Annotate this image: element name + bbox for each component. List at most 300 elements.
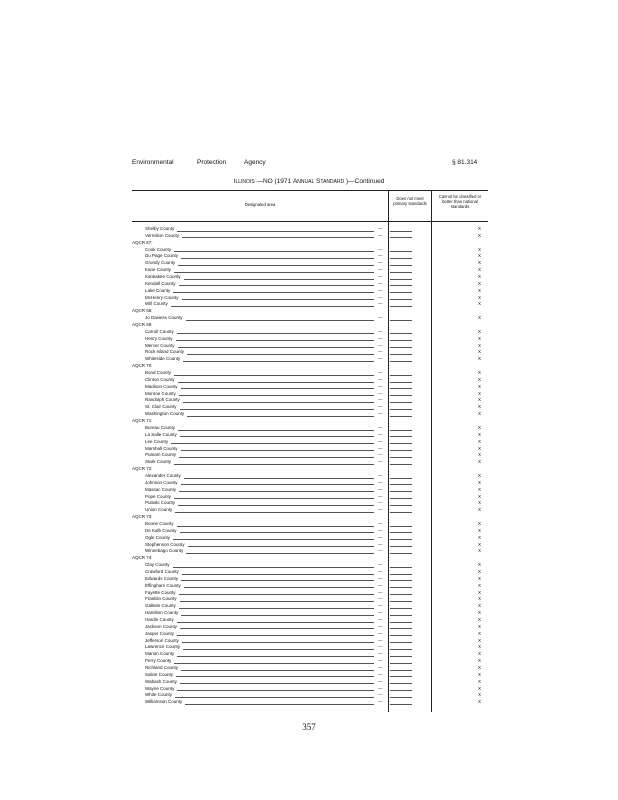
county-name: Henry County — [145, 335, 173, 341]
county-name: Randolph County — [145, 397, 180, 403]
does-not-meet-blank — [390, 436, 412, 437]
does-not-meet-blank — [390, 478, 412, 479]
cannot-classify-mark: X — [478, 534, 482, 540]
leader-dash: — — [378, 315, 383, 321]
county-name: Kendall County — [145, 280, 176, 286]
leader-dash: — — [378, 637, 383, 643]
leader-dash: — — [378, 342, 383, 348]
dot-leader — [184, 279, 374, 280]
does-not-meet-blank — [390, 635, 412, 636]
cannot-classify-mark: X — [478, 404, 482, 410]
dot-leader — [181, 615, 374, 616]
table-row — [132, 288, 488, 295]
county-name: Jo Daviess County — [145, 315, 183, 321]
cannot-classify-mark: X — [478, 493, 482, 499]
table-row — [132, 253, 488, 260]
dot-leader — [173, 292, 374, 293]
cannot-classify-mark: X — [478, 575, 482, 581]
dot-leader — [182, 299, 374, 300]
cannot-classify-mark: X — [478, 678, 482, 684]
column-header-does-not-meet: Does not meet primary standards — [393, 196, 427, 206]
table-row — [132, 446, 488, 453]
dot-leader — [179, 594, 374, 595]
dot-leader — [178, 505, 374, 506]
table-row — [132, 233, 488, 240]
does-not-meet-blank — [390, 409, 412, 410]
title-state: Illinois — [233, 178, 255, 185]
table-row — [132, 411, 488, 418]
does-not-meet-blank — [390, 601, 412, 602]
leader-dash: — — [378, 370, 383, 376]
does-not-meet-blank — [390, 299, 412, 300]
does-not-meet-blank — [390, 443, 412, 444]
leader-dash: — — [378, 589, 383, 595]
dot-leader — [184, 587, 374, 588]
cannot-classify-mark: X — [478, 431, 482, 437]
does-not-meet-blank — [390, 416, 412, 417]
table-row — [132, 274, 488, 281]
leader-dash: — — [378, 445, 383, 451]
county-name: Winnebago County — [145, 548, 184, 554]
table-row — [132, 329, 488, 336]
table-row — [132, 672, 488, 679]
leader-dash: — — [378, 301, 383, 307]
region-heading-row — [132, 308, 488, 315]
county-name: Clinton County — [145, 376, 175, 382]
dot-leader — [183, 649, 374, 650]
county-name: Boone County — [145, 520, 174, 526]
cannot-classify-mark: X — [478, 637, 482, 643]
leader-dash: — — [378, 431, 383, 437]
leader-dash: — — [378, 390, 383, 396]
dot-leader — [177, 333, 374, 334]
leader-dash: — — [378, 424, 383, 430]
dot-leader — [177, 656, 374, 657]
county-name: Bureau County — [145, 424, 176, 430]
dot-leader — [179, 285, 374, 286]
leader-dash: — — [378, 397, 383, 403]
leader-dash: — — [378, 328, 383, 334]
header-agency-word3: Agency — [244, 159, 266, 166]
does-not-meet-blank — [390, 457, 412, 458]
leader-dash: — — [378, 692, 383, 698]
leader-dash: — — [378, 644, 383, 650]
region-label: AQCR 70: — [132, 363, 153, 369]
leader-dash: — — [378, 616, 383, 622]
table-row — [132, 295, 488, 302]
leader-dash: — — [378, 623, 383, 629]
dot-leader — [173, 567, 374, 568]
title-standard: Annual Standard — [292, 178, 345, 185]
table-row — [132, 542, 488, 549]
cannot-classify-mark: X — [478, 562, 482, 568]
cannot-classify-mark: X — [478, 692, 482, 698]
cannot-classify-mark: X — [478, 541, 482, 547]
region-heading-row — [132, 466, 488, 473]
table-row — [132, 473, 488, 480]
table-row — [132, 651, 488, 658]
table-row — [132, 226, 488, 233]
region-heading-row — [132, 418, 488, 425]
county-name: Mercer County — [145, 342, 175, 348]
table-row — [132, 528, 488, 535]
cannot-classify-mark: X — [478, 424, 482, 430]
dot-leader — [187, 354, 374, 355]
county-name: Hardin County — [145, 616, 174, 622]
header-agency-word2: Protection — [197, 159, 227, 166]
does-not-meet-blank — [390, 464, 412, 465]
county-name: Crawford County — [145, 568, 179, 574]
table-row — [132, 336, 488, 343]
cannot-classify-mark: X — [478, 685, 482, 691]
dot-leader — [174, 251, 374, 252]
dot-leader — [174, 498, 374, 499]
does-not-meet-blank — [390, 690, 412, 691]
county-name: Jefferson County — [145, 637, 179, 643]
dot-leader — [183, 361, 374, 362]
table-row — [132, 459, 488, 466]
dot-leader — [175, 512, 374, 513]
does-not-meet-blank — [390, 347, 412, 348]
cannot-classify-mark: X — [478, 520, 482, 526]
county-name: De Kalb County — [145, 527, 177, 533]
table-row — [132, 624, 488, 631]
county-name: Stephenson County — [145, 541, 185, 547]
does-not-meet-blank — [390, 704, 412, 705]
leader-dash: — — [378, 671, 383, 677]
table-row — [132, 349, 488, 356]
cannot-classify-mark: X — [478, 342, 482, 348]
county-name: Vermilion County — [145, 232, 180, 238]
county-name: Washington County — [145, 411, 185, 417]
county-name: Massac County — [145, 486, 177, 492]
region-heading-row — [132, 555, 488, 562]
dot-leader — [177, 622, 374, 623]
dot-leader — [178, 430, 374, 431]
cannot-classify-mark: X — [478, 226, 482, 231]
dot-leader — [181, 388, 374, 389]
leader-dash: — — [378, 665, 383, 670]
table-row — [132, 370, 488, 377]
dot-leader — [178, 347, 374, 348]
county-name: Putnam County — [145, 452, 177, 458]
cannot-classify-mark: X — [478, 699, 482, 705]
dot-leader — [180, 683, 374, 684]
leader-dash: — — [378, 294, 383, 300]
does-not-meet-blank — [390, 491, 412, 492]
cannot-classify-mark: X — [478, 500, 482, 506]
leader-dash: — — [378, 356, 383, 362]
table-row — [132, 480, 488, 487]
does-not-meet-blank — [390, 258, 412, 259]
county-name: Carroll County — [145, 328, 174, 334]
cannot-classify-mark: X — [478, 671, 482, 677]
county-name: Whiteside County — [145, 356, 181, 362]
county-name: Jackson County — [145, 623, 178, 629]
county-name: La Salle County — [145, 431, 177, 437]
dot-leader — [177, 690, 374, 691]
does-not-meet-blank — [390, 265, 412, 266]
does-not-meet-blank — [390, 361, 412, 362]
table-row — [132, 356, 488, 363]
cannot-classify-mark: X — [478, 280, 482, 286]
table-row — [132, 487, 488, 494]
cannot-classify-mark: X — [478, 479, 482, 485]
cannot-classify-mark: X — [478, 370, 482, 376]
dot-leader — [187, 416, 374, 417]
leader-dash: — — [378, 575, 383, 581]
table-title — [0, 178, 618, 185]
cannot-classify-mark: X — [478, 658, 482, 664]
region-heading-row — [132, 363, 488, 370]
region-label: AQCR 68: — [132, 308, 153, 314]
table-row — [132, 562, 488, 569]
does-not-meet-blank — [390, 375, 412, 376]
dot-leader — [180, 628, 374, 629]
does-not-meet-blank — [390, 663, 412, 664]
table-top-rule — [132, 190, 488, 191]
page-number: 357 — [302, 722, 316, 732]
does-not-meet-blank — [390, 306, 412, 307]
cannot-classify-mark: X — [478, 644, 482, 650]
county-name: Franklin County — [145, 596, 177, 602]
does-not-meet-blank — [390, 354, 412, 355]
county-name: White County — [145, 692, 173, 698]
dot-leader — [179, 395, 374, 396]
county-name: Williamson County — [145, 699, 183, 705]
dot-leader — [174, 464, 374, 465]
table-row — [132, 548, 488, 555]
county-name: Perry County — [145, 658, 172, 664]
does-not-meet-blank — [390, 608, 412, 609]
table-row — [132, 247, 488, 254]
does-not-meet-blank — [390, 580, 412, 581]
does-not-meet-blank — [390, 237, 412, 238]
county-name: Fayette County — [145, 589, 176, 595]
dot-leader — [182, 574, 374, 575]
does-not-meet-blank — [390, 546, 412, 547]
leader-dash: — — [378, 685, 383, 691]
county-name: Rock Island County — [145, 349, 185, 355]
dot-leader — [186, 320, 374, 321]
cannot-classify-mark: X — [478, 390, 482, 396]
leader-dash: — — [378, 411, 383, 417]
leader-dash: — — [378, 534, 383, 540]
does-not-meet-blank — [390, 676, 412, 677]
does-not-meet-blank — [390, 594, 412, 595]
table-row — [132, 343, 488, 350]
cannot-classify-mark: X — [478, 438, 482, 444]
table-row — [132, 452, 488, 459]
leader-dash: — — [378, 500, 383, 506]
does-not-meet-blank — [390, 567, 412, 568]
dot-leader — [174, 272, 374, 273]
county-name: Jasper County — [145, 630, 175, 636]
dot-leader — [175, 697, 374, 698]
cannot-classify-mark: X — [478, 630, 482, 636]
does-not-meet-blank — [390, 512, 412, 513]
county-name: Saline County — [145, 671, 174, 677]
cannot-classify-mark: X — [478, 411, 482, 417]
region-heading-row — [132, 322, 488, 329]
does-not-meet-blank — [390, 320, 412, 321]
dot-leader — [181, 670, 374, 671]
cannot-classify-mark: X — [478, 294, 482, 300]
county-name: Kane County — [145, 267, 172, 273]
dot-leader — [181, 258, 374, 259]
cannot-classify-mark: X — [478, 459, 482, 465]
dot-leader — [181, 580, 374, 581]
region-label: AQCR 72: — [132, 466, 153, 472]
dot-leader — [178, 265, 374, 266]
does-not-meet-blank — [390, 285, 412, 286]
dot-leader — [176, 676, 374, 677]
county-name: Cook County — [145, 246, 172, 252]
designations-table — [132, 226, 488, 706]
leader-dash: — — [378, 568, 383, 574]
table-row — [132, 521, 488, 528]
dot-leader — [173, 539, 374, 540]
table-row — [132, 384, 488, 391]
dot-leader — [181, 484, 374, 485]
does-not-meet-blank — [390, 402, 412, 403]
dot-leader — [171, 306, 374, 307]
dot-leader — [185, 704, 374, 705]
cannot-classify-mark: X — [478, 596, 482, 602]
leader-dash: — — [378, 287, 383, 293]
table-row — [132, 590, 488, 597]
cannot-classify-mark: X — [478, 568, 482, 574]
table-row — [132, 439, 488, 446]
dot-leader — [184, 478, 374, 479]
county-name: Hamilton County — [145, 610, 179, 616]
leader-dash: — — [378, 452, 383, 458]
dot-leader — [180, 409, 374, 410]
does-not-meet-blank — [390, 539, 412, 540]
region-label: AQCR 73: — [132, 514, 153, 520]
county-name: Madison County — [145, 383, 178, 389]
table-row — [132, 507, 488, 514]
table-row — [132, 391, 488, 398]
county-name: Edwards County — [145, 575, 179, 581]
does-not-meet-blank — [390, 670, 412, 671]
column-header-designated-area: Designated area — [244, 202, 276, 207]
county-name: Ogle County — [145, 534, 171, 540]
table-row — [132, 569, 488, 576]
dot-leader — [182, 237, 374, 238]
county-name: Pope County — [145, 493, 172, 499]
does-not-meet-blank — [390, 628, 412, 629]
cannot-classify-mark: X — [478, 301, 482, 307]
county-name: Grundy County — [145, 260, 176, 266]
county-name: Lee County — [145, 438, 169, 444]
leader-dash: — — [378, 541, 383, 547]
leader-dash: — — [378, 493, 383, 499]
does-not-meet-blank — [390, 231, 412, 232]
dot-leader — [182, 642, 374, 643]
table-row — [132, 596, 488, 603]
county-name: Alexander County — [145, 472, 181, 478]
does-not-meet-blank — [390, 505, 412, 506]
leader-dash: — — [378, 520, 383, 526]
table-row — [132, 301, 488, 308]
does-not-meet-blank — [390, 574, 412, 575]
leader-dash: — — [378, 376, 383, 382]
dot-leader — [171, 443, 374, 444]
leader-dash: — — [378, 459, 383, 465]
does-not-meet-blank — [390, 484, 412, 485]
leader-dash: — — [378, 548, 383, 554]
does-not-meet-blank — [390, 395, 412, 396]
table-row — [132, 260, 488, 267]
leader-dash: — — [378, 562, 383, 568]
county-name: Shelby County — [145, 226, 175, 231]
leader-dash: — — [378, 582, 383, 588]
table-header-rule — [132, 221, 488, 222]
cannot-classify-mark: X — [478, 445, 482, 451]
dot-leader — [177, 526, 374, 527]
cannot-classify-mark: X — [478, 665, 482, 670]
column-header-cannot-classify: Cannot be classified or better than national standards — [438, 194, 482, 209]
region-label: AQCR 74: — [132, 555, 153, 561]
cannot-classify-mark: X — [478, 253, 482, 259]
table-row — [132, 699, 488, 706]
title-paren: (1971 — [274, 178, 292, 185]
does-not-meet-blank — [390, 622, 412, 623]
county-name: Monroe County — [145, 390, 176, 396]
cannot-classify-mark: X — [478, 246, 482, 252]
table-row — [132, 377, 488, 384]
leader-dash: — — [378, 630, 383, 636]
cannot-classify-mark: X — [478, 623, 482, 629]
county-name: Will County — [145, 301, 168, 307]
table-row — [132, 425, 488, 432]
does-not-meet-blank — [390, 382, 412, 383]
cannot-classify-mark: X — [478, 582, 482, 588]
county-name: Lake County — [145, 287, 171, 293]
dot-leader — [174, 375, 374, 376]
table-row — [132, 583, 488, 590]
table-row — [132, 644, 488, 651]
does-not-meet-blank — [390, 272, 412, 273]
cannot-classify-mark: X — [478, 486, 482, 492]
county-name: McHenry County — [145, 294, 179, 300]
dot-leader — [179, 491, 374, 492]
county-name: Lawrence County — [145, 644, 181, 650]
cannot-classify-mark: X — [478, 603, 482, 609]
title-continued: )—Continued — [346, 178, 385, 185]
leader-dash: — — [378, 678, 383, 684]
does-not-meet-blank — [390, 532, 412, 533]
leader-dash: — — [378, 260, 383, 266]
dot-leader — [177, 635, 374, 636]
table-row — [132, 603, 488, 610]
leader-dash: — — [378, 658, 383, 664]
cannot-classify-mark: X — [478, 287, 482, 293]
title-pollutant: —NO — [256, 178, 273, 185]
leader-dash: — — [378, 699, 383, 705]
does-not-meet-blank — [390, 333, 412, 334]
leader-dash: — — [378, 603, 383, 609]
county-name: Pulaski County — [145, 500, 176, 506]
cannot-classify-mark: X — [478, 452, 482, 458]
leader-dash: — — [378, 349, 383, 355]
does-not-meet-blank — [390, 498, 412, 499]
does-not-meet-blank — [390, 292, 412, 293]
dot-leader — [181, 450, 374, 451]
leader-dash: — — [378, 651, 383, 657]
county-name: Wabash County — [145, 678, 177, 684]
